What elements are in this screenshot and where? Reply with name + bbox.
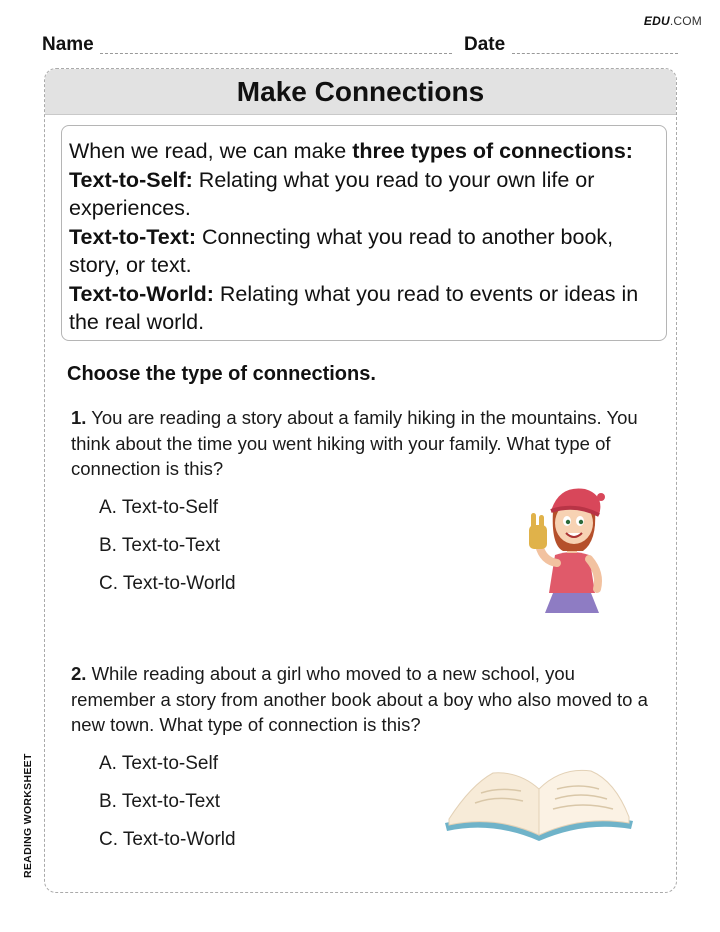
page-title: Make Connections [236, 75, 485, 107]
question-1-option-b[interactable]: B. Text-to-Text [99, 535, 221, 556]
connection-desc: Relating what you read to your own life or experiences. [69, 167, 595, 220]
question-1 [71, 405, 661, 482]
connection-term: Text-to-Self: [69, 167, 193, 192]
connection-type [69, 280, 658, 337]
question-number: 1. [71, 407, 87, 428]
question-text: You are reading a story about a family hiking in the mountains. You think about the time you went hiking with your family. What type of connection is this? [71, 407, 638, 479]
connection-desc: Connecting what you read to another book, story, or text. [69, 224, 614, 277]
open-book-illustration [441, 767, 637, 847]
date-label: Date [464, 34, 506, 55]
side-label: READING WORKSHEET [22, 753, 34, 878]
connection-term: Text-to-World: [69, 281, 214, 306]
connection-term: Text-to-Text: [69, 224, 196, 249]
panel-header [45, 69, 676, 115]
intro-lead: When we read, we can make [69, 139, 353, 163]
question-number: 2. [71, 663, 87, 684]
girl-thumbs-up-illustration [515, 481, 627, 613]
question-2-option-a[interactable]: A. Text-to-Self [99, 753, 218, 774]
question-1-option-a[interactable]: A. Text-to-Self [99, 497, 218, 518]
connection-type [69, 223, 658, 280]
brand-logo-bold: EDU [643, 14, 670, 28]
question-2-option-b[interactable]: B. Text-to-Text [99, 791, 221, 812]
instructions: Choose the type of connections. [67, 363, 376, 385]
connection-type [69, 166, 658, 223]
brand-logo [644, 14, 702, 28]
intro-lead-bold: three types of connections: [352, 139, 633, 163]
name-label: Name [42, 34, 94, 55]
question-text: While reading about a girl who moved to a new school, you remember a story from another book about a boy who also moved to a new town. What type of connection is this? [71, 663, 648, 735]
date-line [512, 53, 678, 54]
brand-logo-suffix: .COM [669, 14, 702, 28]
connection-desc: Relating what you read to events or ideas in the real world. [69, 281, 639, 334]
question-1-option-c[interactable]: C. Text-to-World [99, 573, 236, 594]
info-box [61, 125, 667, 341]
name-line [100, 53, 452, 54]
name-date-row [42, 32, 678, 56]
worksheet-panel [44, 68, 677, 893]
intro-line [69, 137, 658, 166]
question-2 [71, 661, 661, 738]
question-2-option-c[interactable]: C. Text-to-World [99, 829, 236, 850]
